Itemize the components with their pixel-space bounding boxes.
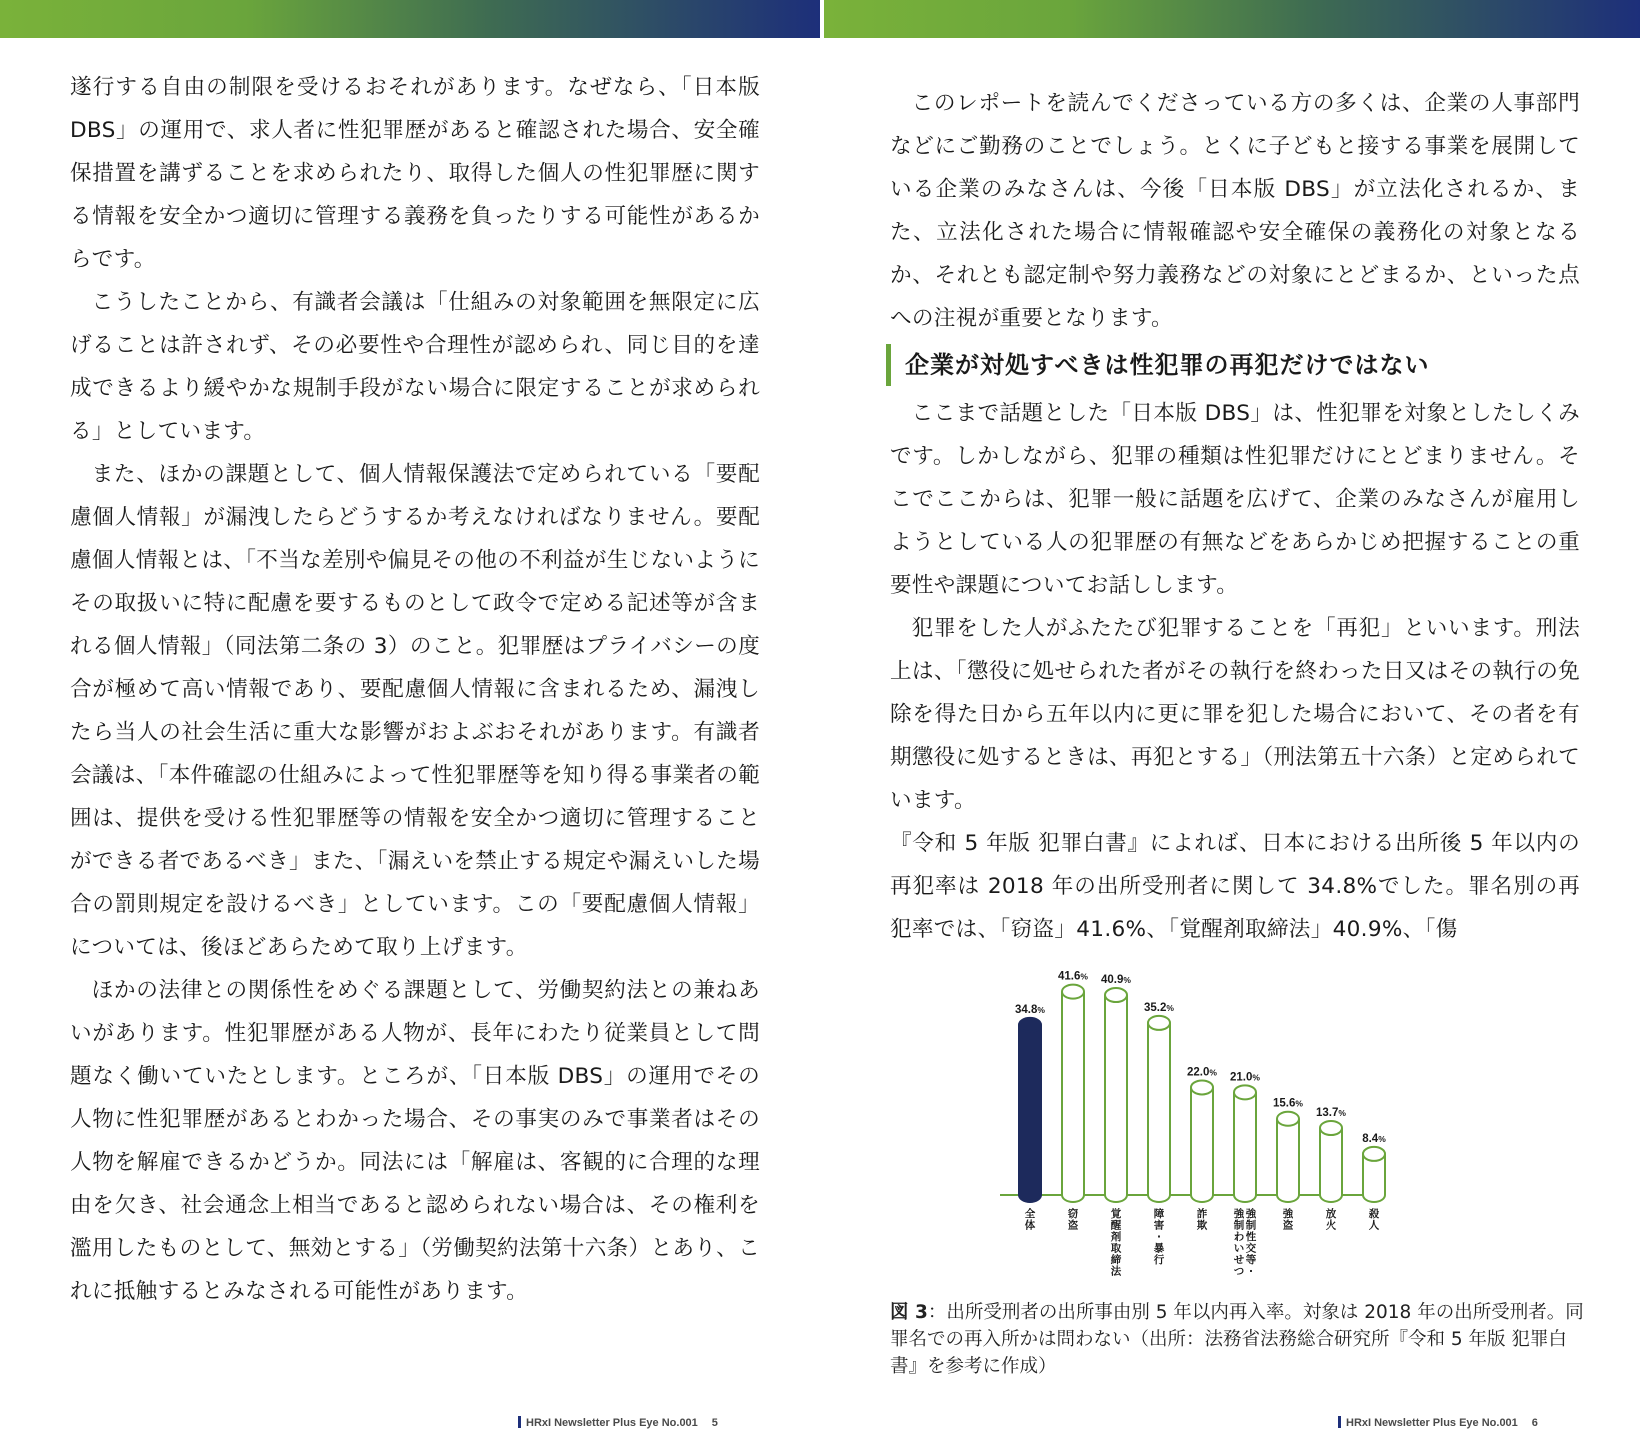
chart-category-char: · [1249,1265,1253,1278]
chart-category-char: つ [1233,1265,1245,1278]
chart-category-char: 盗 [1282,1219,1294,1232]
footer-mark [518,1416,521,1428]
chart-category-char: 剤 [1110,1231,1122,1243]
chart-category-char: · [1157,1231,1161,1243]
chart-category-char: 覚 [1110,1208,1122,1220]
chart-bar [1019,1025,1041,1202]
chart-bar [1062,992,1084,1202]
chart-bar-top [1105,988,1127,1002]
chart-category-char: 火 [1325,1219,1337,1232]
chart-category-char: 欺 [1196,1219,1208,1232]
chart-value-label: 13.7% [1316,1107,1346,1120]
chart-value-label: 40.9% [1101,974,1131,987]
chart-value-unit: % [1037,1004,1045,1015]
paragraph: 犯罪をした人がふたたび犯罪することを「再犯」といいます。刑法上は、「懲役に処せられた者がその執行を終わった日又はその執行の免除を得た日から五年以内に更に罪を犯した場合において、その者を有期懲役に処するときは、再犯とする」（刑法第五十六条）と定められています。 [890,616,1580,813]
chart-category-char: 放 [1325,1208,1337,1220]
chart-category-char: 性 [1245,1231,1257,1243]
chart-category-char: 法 [1110,1265,1122,1278]
chart-category-char: 強 [1245,1208,1257,1220]
chart-category-char: 人 [1368,1219,1380,1232]
chart-value-label: 15.6% [1273,1097,1303,1110]
chart-value-label: 22.0% [1187,1066,1217,1079]
chart-value-unit: % [1252,1072,1260,1083]
figure-label: 図 3 [890,1302,928,1323]
chart-bar-top [1277,1112,1299,1126]
chart-bar [1105,995,1127,1202]
chart-value-label: 41.6% [1058,970,1088,983]
chart-category-char: わ [1233,1231,1245,1243]
page-number: 5 [711,1417,718,1429]
footer-newsletter: HRxI Newsletter Plus Eye No.001 [1346,1417,1518,1429]
chart-value-unit: % [1378,1133,1386,1144]
footer-newsletter: HRxI Newsletter Plus Eye No.001 [526,1417,698,1429]
chart-category-char: せ [1233,1254,1245,1266]
chart-category-char: 全 [1024,1208,1036,1220]
header-band-left [0,0,820,38]
chart-value-label: 8.4% [1362,1132,1386,1145]
chart-category-char: 交 [1245,1242,1257,1255]
chart-value-unit: % [1295,1098,1303,1109]
chart-bar-top [1234,1085,1256,1099]
page-number: 6 [1531,1417,1538,1429]
chart-bar-top [1062,985,1084,999]
paragraph: ほかの法律との関係性をめぐる課題として、労働契約法との兼ねあいがあります。性犯罪歴がある人物が、長年にわたり従業員として問題なく働いていたとします。ところが、「日本版 DBS」の運用でその人物に性犯罪歴があるとわかった場合、その事実のみで事業者はその人物を解雇できるかどうか。同法には「解雇は、客観的に合理的な理由を欠き、社会通念上相当であると認められない場合は、その権利を濫用したものとして、無効とする」（労働契約法第十六条）とあり、これに抵触するとみなされる可能性があります。 [70,978,760,1304]
chart-category-char: 窃 [1067,1208,1079,1220]
header-band-right [824,0,1640,38]
chart-value-unit: % [1166,1002,1174,1013]
recidivism-chart [1000,965,1450,1295]
chart-category-char: 障 [1153,1208,1165,1220]
chart-bar [1148,1023,1170,1202]
chart-category-char: 害 [1153,1219,1165,1232]
chart-bar [1320,1128,1342,1202]
figure-caption-text: ：出所受刑者の出所事由別 5 年以内再入率。対象は 2018 年の出所受刑者。同罪名での再入所かは問わない（出所：法務省法務総合研究所『令和 5 年版 犯罪白書』を参考に作成） [890,1302,1584,1377]
chart-category-char: 盗 [1067,1219,1079,1232]
chart-category-char: 強 [1233,1208,1245,1220]
chart-value-label: 34.8% [1015,1003,1045,1016]
chart-category-char: 行 [1153,1254,1165,1266]
chart-bar [1191,1087,1213,1202]
chart-value-unit: % [1080,971,1088,982]
chart-category-char: 体 [1024,1219,1036,1232]
chart-value-unit: % [1338,1108,1346,1119]
footer-left [518,1416,718,1429]
left-page-body [70,66,760,1313]
chart-category-char: 取 [1110,1242,1122,1255]
chart-category-char: 詐 [1196,1208,1208,1220]
paragraph: 遂行する自由の制限を受けるおそれがあります。なぜなら、「日本版 DBS」の運用で、求人者に性犯罪歴があると確認された場合、安全確保措置を講ずることを求められたり、取得した個人の性犯罪歴に関する情報を安全かつ適切に管理する義務を負ったりする可能性があるからです。 [70,75,760,272]
chart-category-char: 醒 [1110,1219,1122,1232]
chart-bar [1234,1092,1256,1202]
footer-mark [1338,1416,1341,1428]
paragraph: 『令和 5 年版 犯罪白書』によれば、日本における出所後 5 年以内の再犯率は 2018 年の出所受刑者に関して 34.8%でした。罪名別の再犯率では、「窃盗」41.6%、「覚醒剤取締法」40.9%、「傷 [890,831,1580,942]
chart-category-char: 暴 [1153,1242,1165,1255]
paragraph: また、ほかの課題として、個人情報保護法で定められている「要配慮個人情報」が漏洩したらどうするか考えなければなりません。要配慮個人情報とは、「不当な差別や偏見その他の不利益が生じないようにその取扱いに特に配慮を要するものとして政令で定める記述等が含まれる個人情報」（同法第二条の 3）のこと。犯罪歴はプライバシーの度合が極めて高い情報であり、要配慮個人情報に含まれるため、漏洩したら当人の社会生活に重大な影響がおよぶおそれがあります。有識者会議は、「本件確認の仕組みによって性犯罪歴等を知り得る事業者の範囲は、提供を受ける性犯罪歴等の情報を安全かつ適切に管理することができる者であるべき」また、「漏えいを禁止する規定や漏えいした場合の罰則規定を設けるべき」としています。この「要配慮個人情報」については、後ほどあらためて取り上げます。 [70,462,761,960]
chart-value-label: 35.2% [1144,1001,1174,1014]
chart-value-unit: % [1123,975,1131,986]
chart-category-char: 制 [1233,1219,1245,1232]
chart-category-char: 殺 [1368,1208,1380,1220]
chart-bar-top [1191,1080,1213,1094]
section-heading: 企業が対処すべきは性犯罪の再犯だけではない [886,344,1580,386]
chart-category-char: 締 [1110,1254,1122,1266]
chart-category-char: い [1233,1242,1245,1255]
chart-bar [1277,1119,1299,1202]
chart-bar-top [1363,1147,1385,1161]
chart-value-label: 21.0% [1230,1071,1260,1084]
chart-category-char: 制 [1245,1219,1257,1232]
right-page-body [890,82,1580,951]
paragraph: ここまで話題とした「日本版 DBS」は、性犯罪を対象としたしくみです。しかしながら、犯罪の種類は性犯罪だけにとどまりません。そこでここからは、犯罪一般に話題を広げて、企業のみなさんが雇用しようとしている人の犯罪歴の有無などをあらかじめ把握することの重要性や課題についてお話しします。 [890,401,1580,598]
figure-caption [890,1299,1590,1380]
chart-category-char: 強 [1282,1208,1294,1220]
intro-paragraph: このレポートを読んでくださっている方の多くは、企業の人事部門などにご勤務のことでしょう。とくに子どもと接する事業を展開している企業のみなさんは、今後「日本版 DBS」が立法化されるか、また、立法化された場合に情報確認や安全確保の義務化の対象となるか、それとも認定制や努力義務などの対象にとどまるか、といった点への注視が重要となります。 [890,91,1580,331]
footer-right [1338,1416,1538,1429]
chart-bar-top [1320,1121,1342,1135]
chart-value-unit: % [1209,1067,1217,1078]
chart-bar-top [1019,1018,1041,1032]
paragraph: こうしたことから、有識者会議は「仕組みの対象範囲を無限定に広げることは許されず、その必要性や合理性が認められ、同じ目的を達成できるより緩やかな規制手段がない場合に限定することが求められる」としています。 [70,290,760,444]
chart-svg [1000,965,1450,1295]
chart-category-char: 等 [1245,1254,1257,1266]
chart-bar-top [1148,1016,1170,1030]
